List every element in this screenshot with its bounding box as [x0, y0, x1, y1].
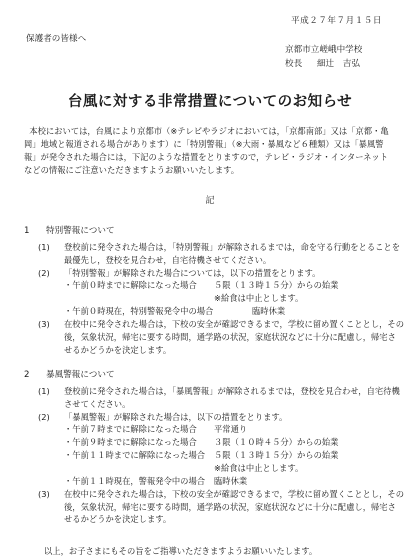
section-heading — [24, 369, 404, 382]
measure-action: ５限（１３時１５分）からの始業 — [214, 280, 339, 291]
list-item — [24, 241, 404, 267]
measure-note-row — [64, 462, 404, 475]
item-number: (1) — [38, 385, 50, 396]
measures-list — [64, 423, 404, 487]
section-special-warning — [24, 225, 404, 357]
school-name: 京都市立嵯峨中学校 — [285, 45, 363, 55]
intro-text: 本校においては，台風により京都市（※テレビやラジオにおいては，「京都南部」又は「京都・亀岡」地域と報道される場合があります）に「特別警報」（※大雨・暴風など６種類）又は「暴風警報」が発令された場合には，下記のような措置をとりますので，テレビ・ラジオ・インターネットなどの情報にご注意いただきますようお願いいたします。 — [24, 126, 389, 175]
item-number: (3) — [38, 488, 50, 499]
section-number: 1 — [24, 226, 30, 236]
measure-row — [64, 305, 404, 318]
measure-condition — [64, 292, 214, 305]
section-title: 特別警報について — [46, 226, 115, 236]
ki-heading: 記 — [205, 196, 215, 206]
principal-title: 校長 — [285, 59, 303, 69]
section-heading — [24, 225, 404, 238]
item-text: 在校中に発令された場合は，下校の安全が確認できるまで，学校に留め置くこととし，その後，気象状況，帰宅に要する時間，通学路の状況，家庭状況などに十分に配慮し，帰宅させるかどうかを決定します。 — [64, 319, 405, 355]
item-text: 登校前に発令された場合は，「暴風警報」が解除されるまでは，登校を見合わせ，自宅待機させてください。 — [64, 385, 400, 409]
measure-row — [64, 475, 404, 488]
measure-condition: ・午前０時現在，特別警報発令中の場合 — [64, 306, 214, 317]
item-text: 「暴風警報」が解除された場合は，以下の措置をとります。 — [64, 411, 288, 422]
principal-signature — [285, 58, 360, 71]
measure-action: 平常通り — [214, 424, 248, 435]
item-number: (3) — [38, 319, 50, 330]
measure-condition: ・午前９時までに解除になった場合 — [64, 437, 197, 448]
item-text: 登校前に発令された場合は，「特別警報」が解除されるまでは，命を守る行動をとることを最優先し，登校を見合わせ，自宅待機させてください。 — [64, 241, 401, 265]
measure-row — [64, 436, 404, 449]
measure-action: 臨時休業 — [214, 475, 248, 486]
item-text: 在校中に発令された場合は，下校の安全が確認できるまで，学校に留め置くこととし，その後，気象状況，帰宅に要する時間，通学路の状況，家庭状況などに十分に配慮し，帰宅させるかどうかを決定します。 — [64, 488, 405, 525]
list-item — [24, 267, 404, 280]
measure-condition: ・午前１１時までに解除になった場合 — [64, 450, 206, 461]
list-item — [24, 411, 404, 424]
item-number: (2) — [38, 411, 50, 422]
list-item — [24, 318, 404, 357]
measure-condition: ・午前７時までに解除になった場合 — [64, 424, 197, 435]
addressee: 保護者の皆様へ — [26, 34, 87, 44]
measure-row — [64, 449, 404, 462]
intro-paragraph — [24, 125, 396, 176]
section-storm-warning — [24, 369, 404, 526]
measure-action: ３限（１０時４５分）からの始業 — [214, 437, 339, 448]
measures-list — [64, 279, 404, 318]
item-text: 「特別警報」が解除された場合については，以下の措置をとります。 — [64, 267, 321, 278]
principal-name: 細辻 吉弘 — [316, 59, 360, 69]
measure-note-row — [64, 292, 404, 305]
measure-condition: ・午前０時までに解除になった場合 — [64, 280, 197, 291]
measure-row — [64, 423, 404, 436]
section-number: 2 — [24, 370, 30, 380]
list-item — [24, 385, 404, 411]
measure-condition: ・午前１１時現在，警報発令中の場合 — [64, 475, 206, 486]
measure-action: 臨時休業 — [252, 306, 286, 317]
measure-note: ※給食は中止とします。 — [214, 293, 304, 304]
document-title: 台風に対する非常措置についてのお知らせ — [67, 94, 353, 110]
measure-note: ※給食は中止とします。 — [214, 463, 304, 474]
measure-condition — [64, 462, 214, 475]
measure-row — [64, 279, 404, 292]
document-date: 平成２７年７月１５日 — [291, 16, 382, 26]
section-title: 暴風警報について — [46, 370, 115, 380]
item-number: (2) — [38, 267, 50, 278]
closing-remark: 以上，お子さまにもその旨をご指導いただきますようお願いいたします。 — [44, 546, 318, 556]
list-item — [24, 488, 404, 527]
measure-action: ５限（１３時１５分）からの始業 — [214, 450, 339, 461]
item-number: (1) — [38, 241, 50, 252]
